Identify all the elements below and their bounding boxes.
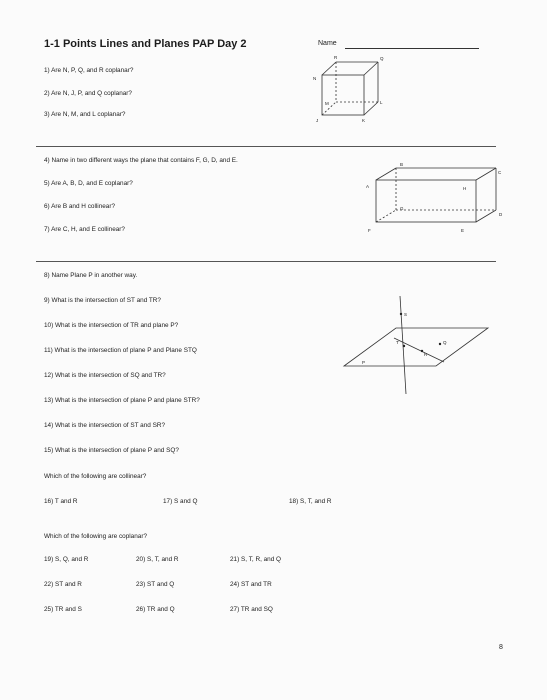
- label-h: H: [463, 186, 467, 191]
- point-q: [439, 343, 441, 345]
- question-26: 26) TR and Q: [136, 606, 175, 613]
- question-8: 8) Name Plane P in another way.: [44, 272, 138, 279]
- question-11: 11) What is the intersection of plane P and Plane STQ: [44, 347, 197, 354]
- label-k: K: [362, 118, 366, 123]
- plane-diagram: [336, 294, 496, 398]
- question-23: 23) ST and Q: [136, 581, 175, 588]
- label-c: C: [498, 170, 502, 175]
- prism-diagram: [360, 160, 510, 236]
- question-15: 15) What is the intersection of plane P and SQ?: [44, 447, 179, 454]
- question-12: 12) What is the intersection of SQ and TR?: [44, 372, 166, 379]
- coplanar-heading: Which of the following are coplanar?: [44, 533, 148, 540]
- section-divider-1: [36, 146, 496, 147]
- label-t: T: [396, 340, 399, 345]
- question-17: 17) S and Q: [163, 498, 198, 505]
- question-4: 4) Name in two different ways the plane that contains F, G, D, and E.: [44, 157, 238, 164]
- question-13: 13) What is the intersection of plane P and plane STR?: [44, 397, 200, 404]
- label-r: R: [334, 55, 338, 60]
- name-field-line[interactable]: [345, 48, 479, 49]
- question-9: 9) What is the intersection of ST and TR?: [44, 297, 161, 304]
- label-q: Q: [380, 56, 384, 61]
- collinear-heading: Which of the following are collinear?: [44, 473, 147, 480]
- label-f: F: [368, 228, 371, 233]
- point-r: [421, 350, 423, 352]
- label-e: E: [461, 228, 465, 233]
- question-10: 10) What is the intersection of TR and plane P?: [44, 322, 179, 329]
- label-g: G: [400, 206, 404, 211]
- name-label: Name: [318, 40, 337, 47]
- question-27: 27) TR and SQ: [230, 606, 273, 613]
- question-6: 6) Are B and H collinear?: [44, 203, 116, 210]
- label-j: J: [316, 118, 319, 123]
- question-3: 3) Are N, M, and L coplanar?: [44, 111, 126, 118]
- label-s: S: [404, 312, 408, 317]
- label-q2: Q: [443, 340, 447, 345]
- label-a: A: [366, 184, 370, 189]
- label-b: B: [400, 162, 404, 167]
- label-n: N: [313, 76, 317, 81]
- question-25: 25) TR and S: [44, 606, 82, 613]
- page-number: 8: [499, 644, 503, 651]
- section-divider-2: [36, 261, 496, 262]
- question-18: 18) S, T, and R: [289, 498, 332, 505]
- label-d: D: [499, 212, 503, 217]
- question-14: 14) What is the intersection of ST and SR?: [44, 422, 166, 429]
- point-s: [400, 313, 402, 315]
- cube-diagram: [308, 52, 390, 128]
- question-24: 24) ST and TR: [230, 581, 272, 588]
- point-t: [403, 345, 405, 347]
- question-21: 21) S, T, R, and Q: [230, 556, 282, 563]
- question-2: 2) Are N, J, P, and Q coplanar?: [44, 90, 132, 97]
- label-m: M: [325, 101, 329, 106]
- label-p: P: [362, 360, 366, 365]
- question-22: 22) ST and R: [44, 581, 82, 588]
- page-title: 1-1 Points Lines and Planes PAP Day 2: [44, 38, 247, 50]
- question-1: 1) Are N, P, Q, and R coplanar?: [44, 67, 134, 74]
- question-5: 5) Are A, B, D, and E coplanar?: [44, 180, 133, 187]
- question-20: 20) S, T, and R: [136, 556, 179, 563]
- label-l: L: [380, 100, 383, 105]
- question-7: 7) Are C, H, and E collinear?: [44, 226, 125, 233]
- question-16: 16) T and R: [44, 498, 78, 505]
- label-r2: R: [424, 352, 428, 357]
- question-19: 19) S, Q, and R: [44, 556, 89, 563]
